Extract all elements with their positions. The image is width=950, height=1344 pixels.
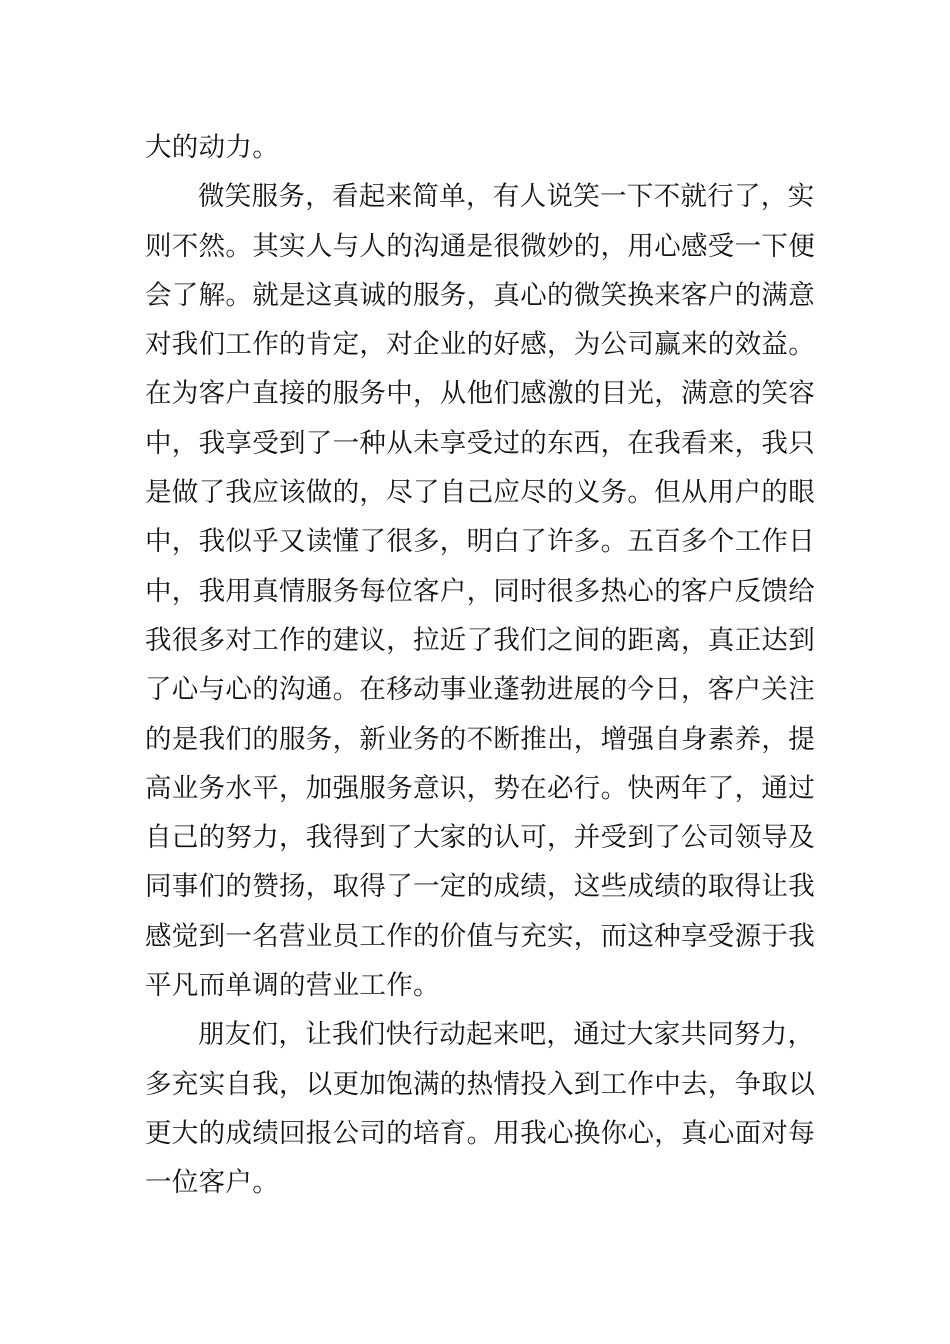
text-line: 了心与心的沟通。在移动事业蓬勃进展的今日，客户关注 <box>145 674 815 706</box>
text-line: 自己的努力，我得到了大家的认可，并受到了公司领导及 <box>145 822 815 854</box>
text-line: 大的动力。 <box>145 132 279 163</box>
text-line: 会了解。就是这真诚的服务，真心的微笑换来客户的满意 <box>145 279 815 311</box>
text-line: 一位客户。 <box>145 1167 279 1199</box>
text-line: 更大的成绩回报公司的培育。用我心换你心，真心面对每 <box>145 1117 815 1149</box>
text-line: 的是我们的服务，新业务的不断推出，增强自身素养，提 <box>145 723 815 755</box>
text-line: 中，我享受到了一种从未享受过的东西，在我看来，我只 <box>145 427 815 459</box>
text-line: 感觉到一名营业员工作的价值与充实，而这种享受源于我 <box>145 920 815 952</box>
text-line: 中，我似乎又读懂了很多，明白了许多。五百多个工作日 <box>145 526 815 558</box>
text-line: 平凡而单调的营业工作。 <box>145 970 440 1002</box>
text-line: 多充实自我，以更加饱满的热情投入到工作中去，争取以 <box>145 1068 815 1100</box>
text-line: 在为客户直接的服务中，从他们感激的目光，满意的笑容 <box>145 378 815 410</box>
text-line: 中，我用真情服务每位客户，同时很多热心的客户反馈给 <box>145 575 815 607</box>
paragraph-first-line: 微笑服务，看起来简单，有人说笑一下不就行了，实 <box>198 181 815 213</box>
paragraph-first-line: 朋友们，让我们快行动起来吧，通过大家共同努力， <box>198 1019 815 1051</box>
text-line: 则不然。其实人与人的沟通是很微妙的，用心感受一下便 <box>145 230 815 262</box>
text-line: 是做了我应该做的，尽了自己应尽的义务。但从用户的眼 <box>145 477 815 509</box>
text-line: 同事们的赞扬，取得了一定的成绩，这些成绩的取得让我 <box>145 871 815 903</box>
body-text <box>145 123 815 1208</box>
text-line: 高业务水平，加强服务意识，势在必行。快两年了，通过 <box>145 772 815 804</box>
text-line: 对我们工作的肯定，对企业的好感，为公司赢来的效益。 <box>145 329 815 361</box>
text-line: 我很多对工作的建议，拉近了我们之间的距离，真正达到 <box>145 624 815 656</box>
